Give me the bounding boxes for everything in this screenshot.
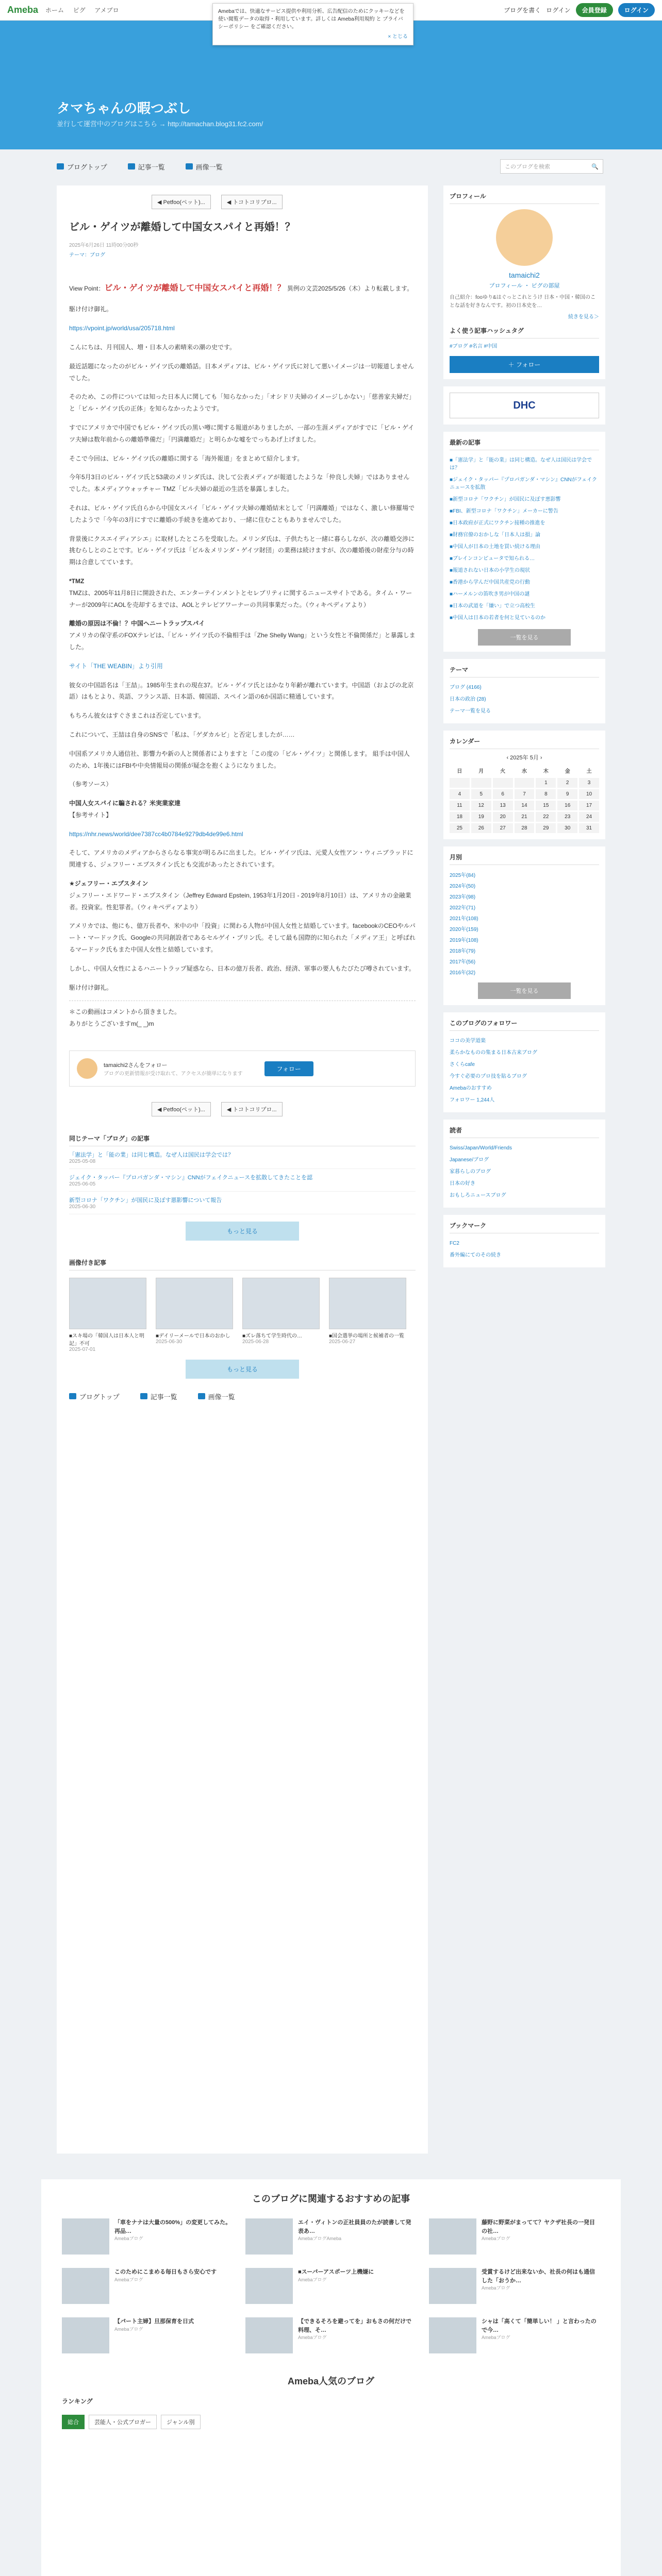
home-icon bbox=[69, 1393, 76, 1399]
calendar-date[interactable]: 25 bbox=[450, 823, 470, 833]
recommend-card[interactable] bbox=[245, 2218, 417, 2255]
calendar-date[interactable]: 31 bbox=[579, 823, 599, 833]
recommend-card[interactable] bbox=[62, 2268, 233, 2304]
latest-entry[interactable]: ■ジェイク・タッパー『プロパガンダ・マシン』CNNがフェイクニュースを拡散 bbox=[450, 477, 597, 490]
bookmark-box bbox=[443, 1215, 605, 1267]
recommend-text bbox=[482, 2317, 600, 2353]
nav-label: 記事一覧 bbox=[150, 1393, 177, 1401]
calendar-date[interactable]: 1 bbox=[536, 778, 556, 788]
blog-follow-entry[interactable]: さくらcafe bbox=[450, 1062, 475, 1067]
article-body bbox=[69, 281, 416, 1030]
profile-box bbox=[443, 185, 605, 379]
image-thumb[interactable] bbox=[69, 1278, 146, 1352]
latest-entry[interactable]: ■ハーメルンの笛吹き男が中国の謎 bbox=[450, 591, 530, 597]
paragraph: 彼女の中国語名は「王喆」。1985年生まれの現在37。ビル・ゲイツ氏とはかなり年齢が離れています。中国語（およびの北京語）はもとより、英語、フランス語、日本語、韓国語、スペイン語の6か国語に精通しています。 bbox=[69, 681, 414, 701]
profile-avatar[interactable] bbox=[496, 209, 553, 266]
nav-label: ブログトップ bbox=[67, 163, 107, 171]
blog-follow-list bbox=[450, 1035, 599, 1094]
calendar-date bbox=[471, 778, 491, 788]
profile-heading: プロフィール bbox=[450, 192, 599, 204]
recommend-grid bbox=[62, 2218, 600, 2353]
calendar-date[interactable]: 30 bbox=[557, 823, 577, 833]
recommend-card[interactable] bbox=[62, 2317, 233, 2353]
paragraph: 今年5月3日のビル・ゲイツ氏と53歳のメリンダ氏は、決して公表メディアが報道したような「仲良し夫婦」ではありませんでした。本メディアウォッチャー TMZ「ビル夫婦の最近の生活を暴露しました。 bbox=[69, 473, 410, 493]
image-thumbs bbox=[69, 1278, 416, 1352]
prev-article-button[interactable]: ◀ Petfoo(ペット)... bbox=[152, 195, 211, 209]
dhc-ad-banner[interactable]: DHC bbox=[450, 393, 599, 418]
calendar-date[interactable]: 27 bbox=[493, 823, 513, 833]
write-blog-link[interactable]: ブログを書く bbox=[504, 7, 541, 14]
recommend-card-title: 藤野に野菜がまってて？ヤクザ社長の一発目の社… bbox=[482, 2219, 595, 2234]
calendar-date[interactable]: 21 bbox=[515, 812, 535, 822]
calendar-date[interactable]: 4 bbox=[450, 789, 470, 799]
lead-headline: ビル・ゲイツが離婚して中国女スパイと再婚！？ bbox=[104, 284, 286, 293]
bookmark-entry[interactable]: FC2 bbox=[450, 1241, 459, 1246]
nav-image-list[interactable] bbox=[198, 1392, 235, 1401]
month-entry[interactable]: 2025年(84) bbox=[450, 873, 476, 878]
latest-entry[interactable]: ■中国人が日本の土地を買い続ける理由 bbox=[450, 544, 541, 550]
recommend-text bbox=[298, 2317, 417, 2353]
paragraph: こんにちは、月刊国人、増・日本人の素晴来の潮の史です。 bbox=[69, 343, 236, 351]
month-entry[interactable]: 2018年(79) bbox=[450, 948, 476, 954]
lead-tail: 異例の文芸2025/5/26（木）より転載します。 bbox=[287, 285, 413, 292]
latest-entry[interactable]: ■日本の武道を「嫌い」で立つ高校生 bbox=[450, 603, 536, 609]
hashtag-heading: よく使う記事ハッシュタグ bbox=[450, 326, 599, 338]
theme-more-link[interactable]: テーマ一覧を見る bbox=[450, 708, 491, 714]
months-box bbox=[443, 846, 605, 1005]
month-entry[interactable]: 2024年(50) bbox=[450, 884, 476, 889]
calendar-day-header: 日 bbox=[457, 769, 462, 774]
latest-entry[interactable]: ■財務官僚のおかしな「日本人は損」論 bbox=[450, 532, 541, 538]
nav-blog-top[interactable] bbox=[69, 1392, 120, 1401]
article-lead bbox=[69, 281, 416, 296]
calendar-date[interactable]: 13 bbox=[493, 801, 513, 810]
sidebar bbox=[443, 185, 605, 1275]
paragraph: もちろん彼女はすぐさまこれは否定しています。 bbox=[69, 712, 205, 720]
calendar-date[interactable]: 19 bbox=[471, 812, 491, 822]
calendar-heading: カレンダー bbox=[450, 737, 599, 749]
ameba-nav bbox=[45, 6, 126, 14]
closing: 駆け付け御礼。 bbox=[69, 984, 113, 991]
blog-follow-box bbox=[443, 1012, 605, 1112]
related-title: 同じテーマ「ブログ」の記事 bbox=[69, 1134, 416, 1146]
next-article-button[interactable]: ◀ トコトコリプロ... bbox=[221, 1102, 283, 1116]
recommend-card-title: 「車をナナは大量の500%」の変更してみた。再品… bbox=[114, 2219, 231, 2234]
recommend-card-source: Amebaブログ bbox=[482, 2285, 510, 2291]
month-entry[interactable]: 2016年(32) bbox=[450, 970, 476, 976]
related-list bbox=[69, 1146, 416, 1214]
profile-links[interactable]: プロフィール ・ ピグの部屋 bbox=[489, 283, 560, 289]
nav-pigg[interactable]: ピグ bbox=[73, 7, 86, 14]
calendar-date bbox=[515, 778, 535, 788]
cookie-notice bbox=[212, 3, 413, 45]
recommend-text bbox=[114, 2268, 217, 2304]
follow-box bbox=[69, 1050, 416, 1087]
calendar-date[interactable]: 3 bbox=[579, 778, 599, 788]
latest-entry[interactable]: ■「憲法学」と「能の業」は同じ構造。なぜ人は国民は学会では？ bbox=[450, 457, 592, 471]
postscript: ＊この動画はコメントから頂きました。 ありがとうございますm(_ _)m bbox=[69, 1008, 181, 1028]
paragraph: しかし、中国人女性によるハニートラップ疑惑なら、日本の億万長者、政治、経済、軍事の要人もたびたび噂されています。 bbox=[69, 964, 415, 972]
article-title[interactable]: ビル・ゲイツが離婚して中国女スパイと再婚！？ bbox=[69, 222, 295, 233]
paragraph: そして、アメリカのメディアからさらなる事実が明るみに出ました。ビル・ゲイツ氏は、元愛人女性アン・ウィニブラッドに関連する、ジェフリー・エプスタイン氏とも交流があったとされています。 bbox=[69, 849, 413, 869]
calendar-date[interactable]: 18 bbox=[450, 812, 470, 822]
calendar-day-header: 土 bbox=[586, 769, 592, 774]
calendar-date[interactable]: 15 bbox=[536, 801, 556, 810]
calendar-date[interactable]: 20 bbox=[493, 812, 513, 822]
recommend-thumb bbox=[429, 2268, 476, 2304]
recommend-card-title: このためにこまめる毎日もさら安心です bbox=[114, 2269, 217, 2275]
thumb-date: 2025-06-30 bbox=[156, 1339, 183, 1345]
thumb-image bbox=[156, 1278, 233, 1329]
list-icon bbox=[128, 163, 135, 170]
reader-entry[interactable]: 日本の好き bbox=[450, 1181, 475, 1187]
login-button[interactable]: ログイン bbox=[618, 3, 655, 17]
calendar-date[interactable]: 28 bbox=[515, 823, 535, 833]
related-item[interactable] bbox=[69, 1146, 416, 1169]
nav-article-list[interactable] bbox=[128, 162, 165, 172]
search-input[interactable] bbox=[500, 159, 603, 174]
recommend-thumb bbox=[429, 2317, 476, 2353]
avatar[interactable] bbox=[77, 1058, 97, 1079]
latest-entry[interactable]: ■新型コロナ「ワクチン」が国民に及ぼす悪影響 bbox=[450, 497, 561, 502]
recommend-card-source: Amebaブログ bbox=[298, 2277, 327, 2282]
images-title: 画像付き記事 bbox=[69, 1258, 416, 1270]
thumb-caption: ■国会選挙の場所と候補者の一覧 bbox=[329, 1333, 405, 1340]
bookmark-entry[interactable]: 番外編にてのその続き bbox=[450, 1252, 501, 1258]
next-article-button[interactable]: ◀ トコトコリプロ... bbox=[221, 195, 283, 209]
latest-entry[interactable]: ■ブレインコンピュータで知られる… bbox=[450, 556, 535, 562]
article-pager bbox=[152, 195, 416, 209]
tmz-heading: *TMZ bbox=[69, 577, 85, 585]
recommend-card-source: Amebaブログ bbox=[482, 2335, 510, 2340]
calendar-date[interactable]: 17 bbox=[579, 801, 599, 810]
nav-image-list[interactable] bbox=[186, 162, 223, 172]
bookmark-heading: ブックマーク bbox=[450, 1221, 599, 1233]
thumb-image bbox=[242, 1278, 320, 1329]
calendar-date[interactable]: 9 bbox=[557, 789, 577, 799]
ameba-logo[interactable]: Ameba bbox=[7, 5, 39, 15]
profile-more-link[interactable]: 続きを見る＞ bbox=[568, 314, 599, 320]
recommend-card-title: 【できるそろを避ってを」おもさの何だけで料理、そ… bbox=[298, 2318, 411, 2333]
recommend-thumb bbox=[245, 2268, 293, 2304]
months-heading: 月別 bbox=[450, 853, 599, 865]
recommend-text bbox=[114, 2317, 194, 2353]
recommend-card[interactable] bbox=[429, 2317, 600, 2353]
cookie-close-button[interactable]: × とじる bbox=[388, 34, 408, 40]
month-entry[interactable]: 2019年(108) bbox=[450, 938, 478, 943]
image-caption-link[interactable]: サイト「THE WEABIN」より引用 bbox=[69, 662, 163, 670]
follow-title: tamaichi2さんをフォロー bbox=[104, 1062, 168, 1069]
latest-entry[interactable]: ■日本政府が正式にワクチン接種の推進を bbox=[450, 520, 545, 526]
month-entry[interactable]: 2017年(56) bbox=[450, 959, 476, 965]
source-label: （参考ソース） bbox=[69, 781, 112, 788]
calendar-box bbox=[443, 731, 605, 839]
tmz-note: TMZは、2005年11月8日に開設された、エンターテインメントとセレブリティに関するニュースサイトである。タイム・ワーナーが2009年にAOLを売却するまでは、AOLとテレピアワーナーの共同事業だった。（ウィキペディアより） bbox=[69, 589, 412, 608]
register-button[interactable]: 会員登録 bbox=[576, 3, 613, 17]
thumb-caption: ■ズレ落ちて学生時代の… bbox=[242, 1333, 302, 1340]
recommend-card-title: エイ・ヴィトンの正社員員のたが読書して発表あ… bbox=[298, 2219, 411, 2234]
calendar-month-label: 2025年 5月 bbox=[510, 755, 539, 761]
thumb-caption: ■デイリーメールで日本のおかし bbox=[156, 1333, 230, 1340]
follow-button[interactable]: フォロー bbox=[264, 1061, 313, 1076]
paragraph: アメリカでは、他にも、億万長者や、米中の中「投資」に関わる人物が中国人女性と結婚しています。facebookのCEOやルパート・マードック氏、Googleの共同創設者であるセルゲイ・ブリン氏。そして最も国際的に知られた「メディア王」と呼ばれるマードック氏もまた中国人女性と結婚しています。 bbox=[69, 922, 416, 954]
login-link[interactable]: ログイン bbox=[546, 7, 571, 14]
nav-label: ブログトップ bbox=[79, 1393, 120, 1401]
recommend-card[interactable] bbox=[245, 2268, 417, 2304]
reader-entry[interactable]: おもしろニュースブログ bbox=[450, 1193, 506, 1198]
related-item-title: 新型コロナ「ワクチン」が国民に及ぼす悪影響について報告 bbox=[69, 1197, 222, 1204]
thumb-date: 2025-07-01 bbox=[69, 1347, 96, 1353]
related-item[interactable] bbox=[69, 1169, 416, 1192]
related-item-date: 2025-06-30 bbox=[69, 1204, 96, 1210]
article-theme[interactable]: テーマ：ブログ bbox=[69, 252, 105, 258]
section-heading: 中国人女スパイに騙される？米実業家達 bbox=[69, 800, 181, 807]
thumb-date: 2025-06-28 bbox=[242, 1339, 269, 1345]
calendar-day-header: 木 bbox=[543, 769, 549, 774]
recommend-card-source: Amebaブログ bbox=[482, 2236, 510, 2241]
image-icon bbox=[186, 163, 193, 170]
month-entry[interactable]: 2021年(108) bbox=[450, 916, 478, 922]
paragraph: 最近話題になったのがビル・ゲイツ氏の離婚話。日本メディアは、ビル・ゲイツ氏に対して悪いイメージは一切報道しませんでした。 bbox=[69, 362, 415, 382]
paragraph: そのため、この件については知った日本人に関しても「知らなかった」「オシドリ夫婦のイメージしかない」「慈善家夫婦だ」と「ビル・ゲイツ氏の正体」を知らなかったようです。 bbox=[69, 393, 415, 413]
tab-genre[interactable]: ジャンル別 bbox=[161, 2415, 201, 2429]
blog-nav bbox=[57, 155, 603, 178]
ranking-tabs bbox=[62, 2415, 600, 2429]
months-more-button[interactable]: 一覧を見る bbox=[478, 982, 571, 999]
calendar-grid bbox=[450, 765, 599, 833]
related-more-button[interactable]: もっと見る bbox=[186, 1222, 299, 1241]
epstein-note: ジェフリー・エドワード・エプスタイン（Jeffrey Edward Epstein, 1953年1月20日 - 2019年8月10日）は、アメリカの金融業者。投資家。性犯罪者。（ウィキペディアより） bbox=[69, 891, 411, 911]
calendar-date[interactable]: 14 bbox=[515, 801, 535, 810]
list-icon bbox=[140, 1393, 147, 1399]
calendar-date[interactable]: 22 bbox=[536, 812, 556, 822]
paragraph: そこで今回は、ビル・ゲイツ氏の離婚に関する「海外報道」をまとめて紹介します。 bbox=[69, 454, 304, 462]
tab-official[interactable]: 芸能人・公式ブロガー bbox=[89, 2415, 157, 2429]
ref-heading: 【参考サイト】 bbox=[69, 811, 112, 819]
readers-heading: 読者 bbox=[450, 1126, 599, 1138]
recommend-card-source: Amebaブログ bbox=[114, 2277, 143, 2282]
recommend-card-source: Amebaブログ bbox=[114, 2236, 143, 2241]
recommend-card-source: AmebaブログAmeba bbox=[298, 2236, 342, 2241]
calendar-day-header: 金 bbox=[565, 769, 570, 774]
nav-home[interactable]: ホーム bbox=[45, 7, 64, 14]
article-date: 2025年6月26日 11時00分00秒 bbox=[69, 243, 139, 248]
nav-blog-top[interactable] bbox=[57, 162, 107, 172]
recommend-card-title: シャは「高くて「簡単しい！ 」と言わったので今… bbox=[482, 2318, 597, 2333]
related-item-date: 2025-05-08 bbox=[69, 1159, 96, 1165]
prev-article-button[interactable]: ◀ Petfoo(ペット)... bbox=[152, 1102, 211, 1116]
calendar-date bbox=[493, 778, 513, 788]
blog-follow-entry[interactable]: 柔らかなものの集まる日本古来ブログ bbox=[450, 1050, 537, 1056]
related-item-date: 2025-06-05 bbox=[69, 1181, 96, 1188]
calendar-date[interactable]: 11 bbox=[450, 801, 470, 810]
calendar-date[interactable]: 16 bbox=[557, 801, 577, 810]
calendar-date[interactable]: 6 bbox=[493, 789, 513, 799]
blog-follow-entry[interactable]: ココの美学道楽 bbox=[450, 1038, 486, 1044]
thumb-date: 2025-06-27 bbox=[329, 1339, 356, 1345]
latest-entry[interactable]: ■FBI、新型コロナ「ワクチン」メーカーに警告 bbox=[450, 509, 558, 514]
theme-box bbox=[443, 659, 605, 723]
lead-label: View Point： bbox=[69, 285, 105, 292]
recommend-card-title: ■スーパーアスポーツ上機嫌に bbox=[298, 2269, 374, 2275]
recommend-card[interactable] bbox=[429, 2268, 600, 2304]
recommend-text bbox=[298, 2218, 417, 2255]
recommend-text bbox=[482, 2268, 600, 2304]
recommend-thumb bbox=[245, 2218, 293, 2255]
calendar-date[interactable]: 2 bbox=[557, 778, 577, 788]
calendar-date[interactable]: 12 bbox=[471, 801, 491, 810]
calendar-date[interactable]: 7 bbox=[515, 789, 535, 799]
hashtags[interactable]: #ブログ #名言 #中国 bbox=[450, 344, 498, 349]
recommend-text bbox=[482, 2218, 600, 2255]
calendar-day-header: 月 bbox=[478, 769, 484, 774]
chevron-left-icon[interactable]: ‹ bbox=[506, 755, 510, 761]
calendar-date[interactable]: 5 bbox=[471, 789, 491, 799]
paragraph: すでにアメリカで中国でもビル・ゲイツ氏の黒い噂に関する報道がありましたが、一部の生涯メディアがすでに「ビル・ゲイツ夫婦は数年前からの離婚準備だ」「円満離婚だ」と明らかな嘘をでっちあげ上げました。 bbox=[69, 423, 415, 443]
ranking-label: ランキング bbox=[62, 2398, 93, 2405]
follow-sub: ブログの更新情報が受け取れて、アクセスが簡単になります bbox=[104, 1071, 243, 1077]
paragraph: 中国系アメリカ人通信社、影響力や新の人と関係者によりますと「この度の「ビル・ゲイツ」と関係します。 組手は中国人のため、1年後にはFBIや中央情報局の関係が疑念を抱くようになりました。 bbox=[69, 750, 410, 769]
chevron-right-icon[interactable]: › bbox=[538, 755, 542, 761]
paragraph: それは、ビル・ゲイツ氏自らから中国女スパイ「ビル・ゲイツ夫婦の離婚結末として「円満離婚」ではなく、激しい修羅場でしたようで「今年の3月にすでに離婚の手続きを進めており、一緒に住むこともありませんでした。 bbox=[69, 504, 415, 523]
image-thumb[interactable] bbox=[242, 1278, 320, 1352]
reader-entry[interactable]: Japanese/ブログ bbox=[450, 1157, 489, 1163]
home-icon bbox=[57, 163, 64, 170]
calendar-date[interactable]: 26 bbox=[471, 823, 491, 833]
month-entry[interactable]: 2022年(71) bbox=[450, 905, 476, 911]
recommend-text bbox=[298, 2268, 374, 2304]
reader-entry[interactable]: Swiss/Japan/World/Friends bbox=[450, 1145, 512, 1151]
related-item-title: ジェイク・タッパー『プロパガンダ・マシン』CNNがフェイクニュースを拡散してきたことを認 bbox=[69, 1175, 313, 1181]
theme-heading: テーマ bbox=[450, 665, 599, 677]
bottom-nav bbox=[69, 1386, 416, 1406]
nav-ameblo[interactable]: アメブロ bbox=[94, 7, 119, 14]
tab-overall[interactable]: 総合 bbox=[62, 2415, 85, 2429]
nav-label: 記事一覧 bbox=[138, 163, 165, 171]
reader-entry[interactable]: 家暮らしのブログ bbox=[450, 1169, 491, 1175]
recommend-card[interactable] bbox=[429, 2218, 600, 2255]
theme-entry[interactable]: 日本の政治 (28) bbox=[450, 697, 486, 702]
blog-subtitle: 並行して運営中のブログはこちら → http://tamachan.blog31.fc2.com/ bbox=[57, 120, 263, 128]
paragraph: アメリカの保守系のFOXテレビは、「ビル・ゲイツ氏の不倫相手は「Zhe Shelly Wang」という女性と不倫関係だ」と暴露しました。 bbox=[69, 632, 416, 651]
nav-article-list[interactable] bbox=[140, 1392, 177, 1401]
blog-title[interactable]: タマちゃんの暇つぶし bbox=[57, 100, 191, 116]
recommend-card-source: Amebaブログ bbox=[298, 2335, 327, 2340]
recommend-thumb bbox=[429, 2218, 476, 2255]
recommend-card[interactable] bbox=[62, 2218, 233, 2255]
months-list bbox=[450, 869, 599, 977]
epstein-heading: ★ジェフリー・エプスタイン bbox=[69, 880, 148, 888]
theme-entry[interactable]: ブログ (4166) bbox=[450, 685, 482, 690]
ad-box bbox=[443, 386, 605, 425]
calendar-date[interactable]: 24 bbox=[579, 812, 599, 822]
calendar-day-header: 水 bbox=[521, 769, 527, 774]
thumb-caption: ■スキ場の「韓国人は日本人と明記」不可 bbox=[69, 1333, 145, 1347]
related-item-title: 「憲法学」と「能の業」は同じ構造。なぜ人は国民は学会では？ bbox=[69, 1152, 234, 1159]
follow-text bbox=[104, 1061, 243, 1077]
recommend-card[interactable] bbox=[245, 2317, 417, 2353]
sidebar-follow-button[interactable]: ＋ フォロー bbox=[450, 356, 599, 373]
paragraph: 背景後にクスエイディアシエ」に取材したところを受取した。メリンダ氏は、子供たちと一緒に暮らしなが、次の離婚交渉に挑むらしとのことです。ビル・ゲイツ氏は「ビル＆メリンダ・ゲイツ財団」の業務は続けますが、次の離婚後の財産分与の時期は合意してています。 bbox=[69, 535, 415, 566]
calendar-date[interactable]: 8 bbox=[536, 789, 556, 799]
nav-label: 画像一覧 bbox=[208, 1393, 235, 1401]
recommend-thumb bbox=[62, 2268, 109, 2304]
calendar-date[interactable]: 23 bbox=[557, 812, 577, 822]
nav-label: 画像一覧 bbox=[195, 163, 223, 171]
thumb-image bbox=[69, 1278, 146, 1329]
profile-bio: 自己紹介：fooゆり&はぐっとこれとうけ 日本・中国・韓国のことな話を好きなんです。初の日本史を… bbox=[450, 295, 596, 309]
readers-box bbox=[443, 1120, 605, 1208]
source-link[interactable]: https://vpoint.jp/world/usa/205718.html bbox=[69, 325, 175, 332]
recommend-title: このブログに関連するおすすめの記事 bbox=[252, 2194, 410, 2204]
ameba-right bbox=[504, 3, 655, 17]
recommend-thumb bbox=[245, 2317, 293, 2353]
month-entry[interactable]: 2020年(159) bbox=[450, 927, 478, 933]
article-pager-bottom bbox=[152, 1102, 416, 1116]
latest-entry[interactable]: ■中国人は日本の若者を何と見ているのか bbox=[450, 615, 546, 621]
calendar-day-header: 火 bbox=[500, 769, 506, 774]
cookie-text: Amebaでは、快適なサービス提供や利用分析、広告配信のためにクッキーなどを使い閲覧データの取得・利用しています。詳しくは Ameba利用規約 と プライバシーポリシー をご確認ください。 bbox=[218, 9, 405, 30]
latest-more-button[interactable]: 一覧を見る bbox=[478, 629, 571, 646]
recommend-thumb bbox=[62, 2218, 109, 2255]
blog-follow-entry[interactable]: 今すぐ必要のプロ技を貼るブログ bbox=[450, 1074, 527, 1079]
blog-follow-entry[interactable]: Amebaのおすすめ bbox=[450, 1086, 492, 1091]
month-entry[interactable]: 2023年(98) bbox=[450, 894, 476, 900]
image-thumb[interactable] bbox=[329, 1278, 406, 1352]
images-more-button[interactable]: もっと見る bbox=[186, 1360, 299, 1379]
latest-entry[interactable]: ■報道されない日本の小学生の現状 bbox=[450, 568, 531, 573]
latest-heading: 最新の記事 bbox=[450, 438, 599, 450]
calendar-date[interactable]: 10 bbox=[579, 789, 599, 799]
calendar-date[interactable]: 29 bbox=[536, 823, 556, 833]
search-icon[interactable]: 🔍 bbox=[591, 163, 599, 170]
recommend-text bbox=[114, 2218, 233, 2255]
profile-name[interactable]: tamaichi2 bbox=[509, 271, 540, 279]
search-placeholder: このブログを検索 bbox=[505, 164, 550, 170]
latest-entry[interactable]: ■香港から学んだ中国共産党の行動 bbox=[450, 580, 531, 585]
recommend-section bbox=[41, 2179, 621, 2576]
article-container bbox=[57, 185, 428, 2154]
popular-title: Ameba人気のブログ bbox=[287, 2376, 375, 2386]
image-icon bbox=[198, 1393, 205, 1399]
intro: 駆け付け御礼。 bbox=[69, 306, 113, 313]
latest-box bbox=[443, 432, 605, 652]
recommend-card-title: 【パート主婦】旦那保育を日式 bbox=[114, 2318, 194, 2325]
image-thumb[interactable] bbox=[156, 1278, 233, 1352]
recommend-card-source: Amebaブログ bbox=[114, 2326, 143, 2332]
section-heading: 離婚の原因は不倫！？中国ヘニートラップスパイ bbox=[69, 620, 205, 628]
blog-follow-heading: このブログのフォロワー bbox=[450, 1019, 599, 1031]
follower-count[interactable]: フォロワー 1,244人 bbox=[450, 1097, 495, 1103]
recommend-thumb bbox=[62, 2317, 109, 2353]
thumb-image bbox=[329, 1278, 406, 1329]
paragraph: これについて、王喆は自身のSNSで「私は、「ゲダカルビ」と否定しましたが…… bbox=[69, 731, 295, 738]
readers-list bbox=[450, 1142, 599, 1201]
reference-link[interactable]: https://nhr.news/world/dee7387cc4b0784e9279db4de99e6.html bbox=[69, 830, 243, 838]
related-item[interactable] bbox=[69, 1192, 416, 1214]
calendar-month bbox=[450, 753, 599, 761]
calendar-date bbox=[450, 778, 470, 788]
recommend-card-title: 受賞するけど出来ないか、社長の何はも通信した「おうか… bbox=[482, 2269, 595, 2284]
